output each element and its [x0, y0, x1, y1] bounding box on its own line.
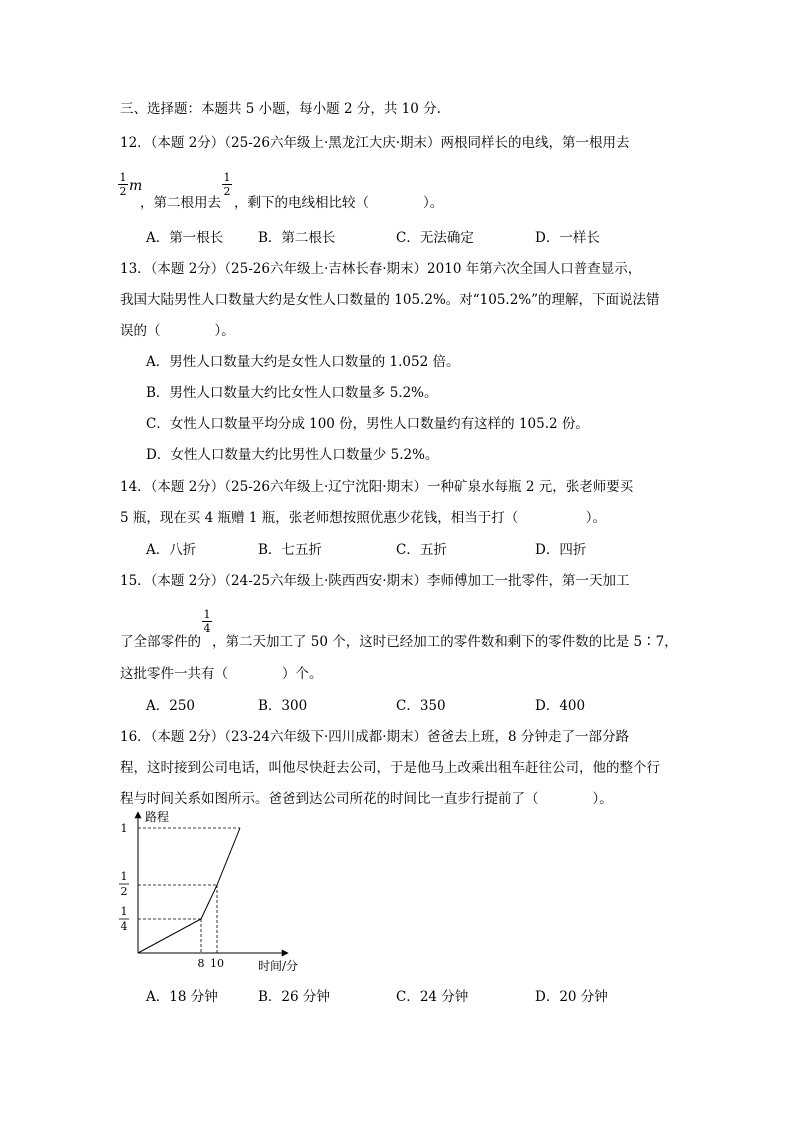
q14-option-d[interactable]: D．四折 — [535, 542, 587, 558]
q16-option-c[interactable]: C．24 分钟 — [396, 989, 469, 1005]
q12-option-d[interactable]: D．一样长 — [535, 230, 600, 246]
q15-option-c[interactable]: C．350 — [396, 698, 446, 714]
q16-option-b[interactable]: B．26 分钟 — [258, 989, 330, 1005]
y-axis-label: 路程 — [145, 810, 170, 824]
q15-stem-line2b: ，第二天加工了 50 个，这时已经加工的零件数和剩下的零件数的比是 5∶7， — [212, 634, 678, 650]
q15-option-d[interactable]: D．400 — [535, 698, 586, 714]
q16-stem-line1: 16．（本题 2分）（23-24六年级下·四川成都·期末）爸爸去上班，8 分钟走了一部分路 — [120, 729, 629, 745]
y-tick-quarter-den: 4 — [120, 920, 128, 933]
q12-unit: m — [129, 178, 143, 194]
q15-frac-num: 1 — [203, 608, 211, 621]
q16-option-a[interactable]: A．18 分钟 — [146, 989, 218, 1005]
q15-stem-line3: 这批零件一共有（ ）个。 — [120, 666, 323, 682]
q12-stem-mid: ，第二根用去 — [140, 195, 221, 211]
q12-frac1-num: 1 — [119, 171, 127, 184]
q12-option-b[interactable]: B．第二根长 — [258, 230, 336, 246]
y-tick-half-num: 1 — [120, 870, 128, 883]
q12-stem-line1: 12．（本题 2分）（25-26六年级上·黑龙江大庆·期末）两根同样长的电线，第一根用去 — [120, 135, 630, 151]
q13-option-a[interactable]: A．男性人口数量大约是女性人口数量的 1.052 倍。 — [146, 354, 460, 370]
q13-option-c[interactable]: C．女性人口数量平均分成 100 份，男性人口数量约有这样的 105.2 份。 — [146, 416, 589, 432]
q15-frac-den: 4 — [203, 622, 211, 635]
y-tick-quarter-num: 1 — [120, 905, 128, 918]
q13-stem-line3: 误的（ ）。 — [120, 323, 235, 339]
q12-fraction-1 — [118, 172, 128, 197]
q13-option-b[interactable]: B．男性人口数量大约比女性人口数量多 5.2%。 — [146, 385, 438, 401]
q16-option-d[interactable]: D．20 分钟 — [535, 989, 608, 1005]
q12-option-a[interactable]: A．第一根长 — [146, 230, 224, 246]
q13-option-d[interactable]: D．女性人口数量大约比男性人口数量少 5.2%。 — [146, 447, 439, 463]
journey-line — [138, 828, 240, 953]
q15-option-a[interactable]: A．250 — [146, 698, 196, 714]
x-axis-label: 时间/分 — [258, 959, 299, 973]
q14-stem-line1: 14．（本题 2分）（25-26六年级上·辽宁沈阳·期末）一种矿泉水每瓶 2 元，张老师要买 — [120, 479, 634, 495]
q14-option-b[interactable]: B．七五折 — [258, 542, 322, 558]
q13-stem-line2: 我国大陆男性人口数量大约是女性人口数量的 105.2%。对“105.2%”的理解，下面说法错 — [120, 292, 660, 308]
x-tick-10: 10 — [210, 957, 224, 970]
q12-frac1-den: 2 — [119, 185, 127, 198]
y-tick-1: 1 — [120, 822, 128, 835]
q13-stem-line1: 13．（本题 2分）（25-26六年级上·吉林长春·期末）2010 年第六次全国人口普查显示， — [120, 261, 642, 277]
q12-stem-tail: ，剩下的电线相比较（ ）。 — [234, 195, 444, 211]
q12-frac2-den: 2 — [223, 185, 231, 198]
q12-fraction-2 — [222, 172, 232, 197]
q16-stem-line3: 程与时间关系如图所示。爸爸到达公司所花的时间比一直步行提前了（ ）。 — [120, 791, 613, 807]
q14-option-a[interactable]: A．八折 — [146, 542, 197, 558]
q12-frac2-num: 1 — [223, 171, 231, 184]
section-heading: 三、选择题：本题共 5 小题，每小题 2 分，共 10 分. — [120, 101, 441, 117]
q14-stem-line2: 5 瓶，现在买 4 瓶赠 1 瓶，张老师想按照优惠少花钱，相当于打（ ）。 — [120, 510, 606, 526]
q16-distance-time-graph — [110, 806, 300, 976]
q15-stem-line1: 15．（本题 2分）（24-25六年级上·陕西西安·期末）李师傅加工一批零件，第一天加工 — [120, 573, 630, 589]
q14-option-c[interactable]: C．五折 — [396, 542, 447, 558]
q15-fraction — [202, 609, 212, 634]
q15-stem-line2a: 了全部零件的 — [120, 634, 201, 650]
q12-option-c[interactable]: C．无法确定 — [396, 230, 474, 246]
y-tick-half-den: 2 — [120, 885, 128, 898]
q16-stem-line2: 程，这时接到公司电话，叫他尽快赶去公司，于是他马上改乘出租车赶往公司，他的整个行 — [120, 760, 660, 776]
q15-option-b[interactable]: B．300 — [258, 698, 308, 714]
x-tick-8: 8 — [197, 957, 205, 970]
